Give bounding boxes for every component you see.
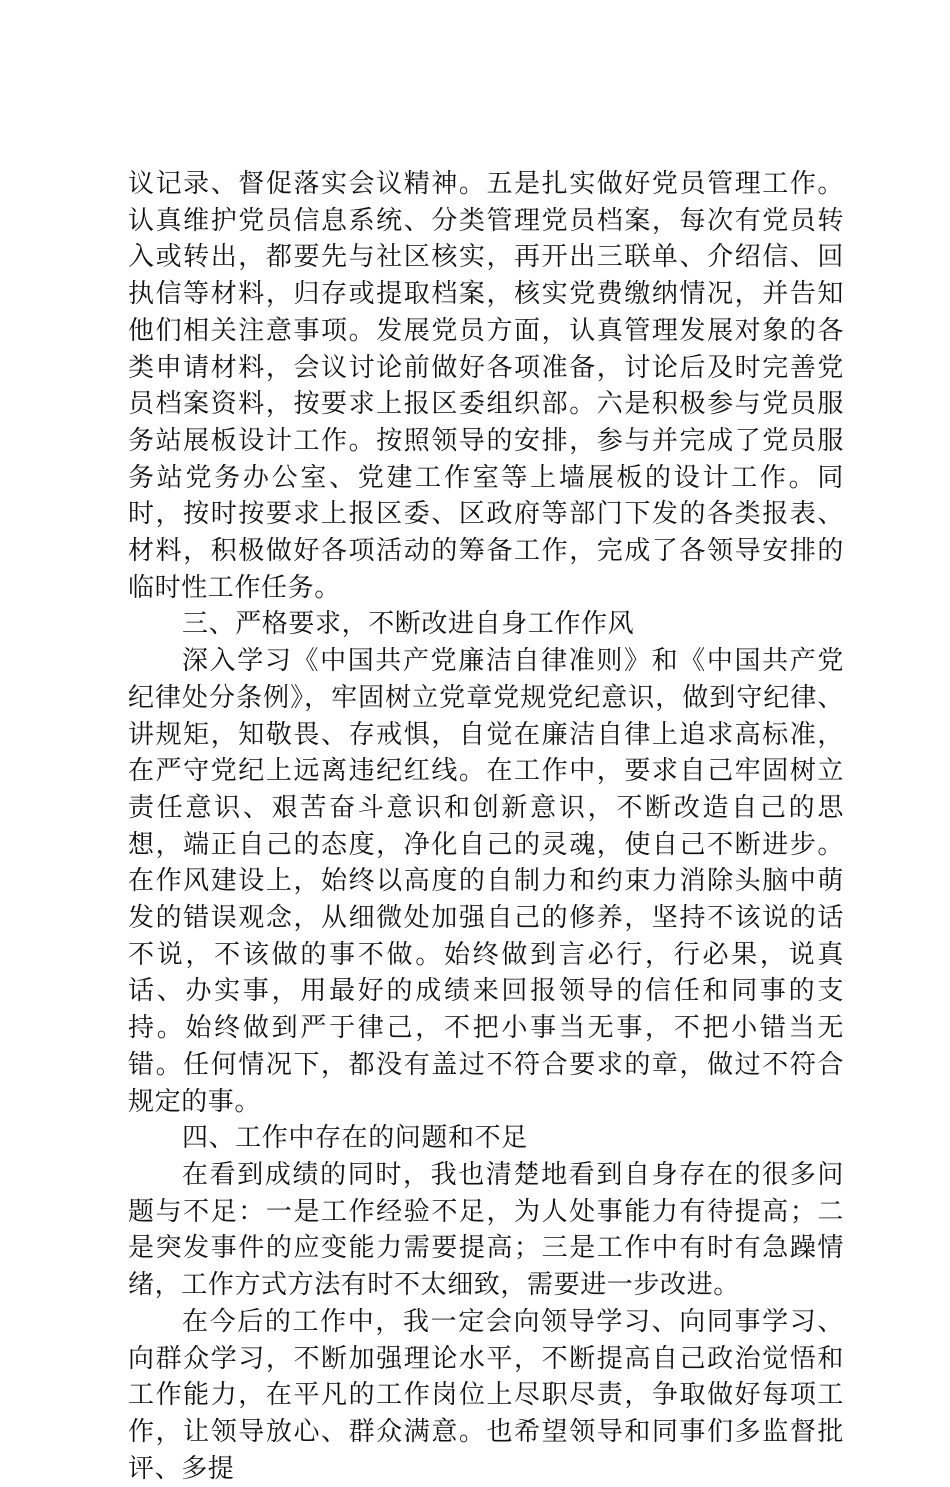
paragraph-future-work: 在今后的工作中，我一定会向领导学习、向同事学习、向群众学习，不断加强理论水平，不断提高自己政治觉悟和工作能力，在平凡的工作岗位上尽职尽责，争取做好每项工作，让领导放心、群众满意。也希望领导和同事们多监督批评、多提 [128, 1306, 844, 1484]
paragraph-party-member-management: 议记录、督促落实会议精神。五是扎实做好党员管理工作。认真维护党员信息系统、分类管理党员档案，每次有党员转入或转出，都要先与社区核实，再开出三联单、介绍信、回执信等材料，归存或提取档案，核实党费缴纳情况，并告知他们相关注意事项。发展党员方面，认真管理发展对象的各类申请材料，会议讨论前做好各项准备，讨论后及时完善党员档案资料，按要求上报区委组织部。六是积极参与党员服务站展板设计工作。按照领导的安排，参与并完成了党员服务站党务办公室、党建工作室等上墙展板的设计工作。同时，按时按要求上报区委、区政府等部门下发的各类报表、材料，积极做好各项活动的筹备工作，完成了各领导安排的临时性工作任务。 [128, 169, 844, 603]
section-heading-strict-requirements: 三、严格要求，不断改进自身工作作风 [182, 609, 635, 640]
paragraph-shortcomings: 在看到成绩的同时，我也清楚地看到自身存在的很多问题与不足：一是工作经验不足，为人处事能力有待提高；二是突发事件的应变能力需要提高；三是工作中有时有急躁情绪，工作方式方法有时不太细致，需要进一步改进。 [128, 1159, 844, 1301]
document-body [128, 166, 844, 1487]
section-heading-problems: 四、工作中存在的问题和不足 [182, 1123, 528, 1154]
paragraph-discipline-study: 深入学习《中国共产党廉洁自律准则》和《中国共产党纪律处分条例》，牢固树立党章党规党纪意识，做到守纪律、讲规矩，知敬畏、存戒惧，自觉在廉洁自律上追求高标准，在严守党纪上远离违纪红线。在工作中，要求自己牢固树立责任意识、艰苦奋斗意识和创新意识，不断改造自己的思想，端正自己的态度，净化自己的灵魂，使自己不断进步。在作风建设上，始终以高度的自制力和约束力消除头脑中萌发的错误观念，从细微处加强自己的修养，坚持不该说的话不说，不该做的事不做。始终做到言必行，行必果，说真话、办实事，用最好的成绩来回报领导的信任和同事的支持。始终做到严于律己，不把小事当无事，不把小错当无错。任何情况下，都没有盖过不符合要求的章，做过不符合规定的事。 [128, 646, 844, 1117]
